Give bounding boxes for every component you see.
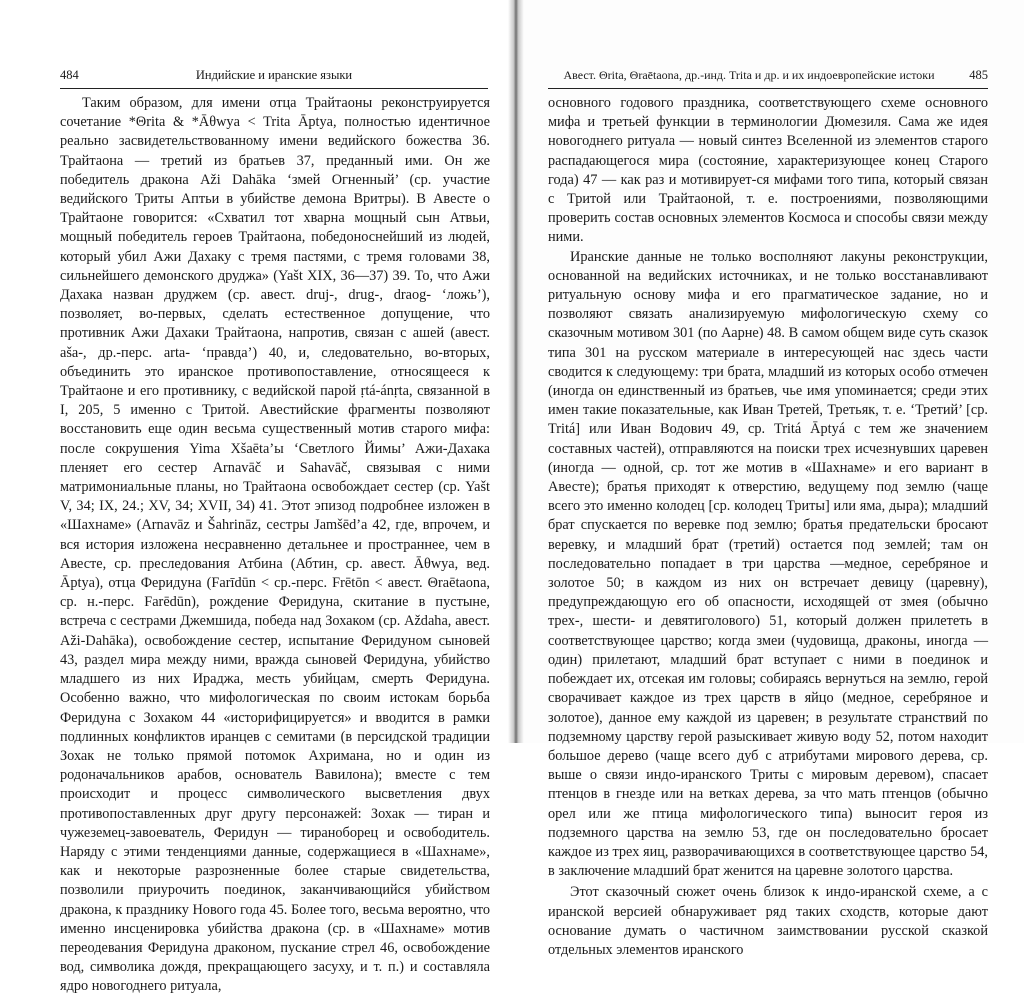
running-title: Авест. Θrita, Θraētaona, др.-инд. Trita и др. и их индоевропейские истоки bbox=[563, 68, 935, 82]
paragraph: Этот сказочный сюжет очень близок к индо-иранской схеме, а с иранской версией обнаруживает ряд таких сходств, которые дают основание думать о частичном заимствовании русской сказкой отдельных элементов иранского bbox=[548, 884, 988, 958]
left-page bbox=[0, 0, 512, 995]
page-number: 484 bbox=[60, 68, 79, 82]
paragraph: Таким образом, для имени отца Трайтаоны реконструируется сочетание *Θrita & *Āθwya < Trita Āptya, полностью идентичное реально засвидетельствованному имени ведийского божества 36. Трайтаона — третий из братьев 37, преданный ими. Он же победитель дракона Aži Dahāka ‘змей Огненный’ (ср. участие ведийского Триты Аптьи в убийстве демона Вритры). В Авесте о Трайтаоне говорится: «Схватил тот хварна мощный сын Атвьи, мощный победитель героев Трайтаона, победоноснейший из людей, который убил Ажи Дахаку с тремя пастями, с тремя головами 38, сильнейшего демонского друджа» (Yašt XIX, 36—37) 39. То, что Ажи Дахака назван друджем (ср. авест. druj-, drug-, draog- ‘ложь’), позволяет, во-первых, сделать естественное допущение, что противник Ажи Дахаки Трайтаона, напротив, связан с ашей (авест. aša-, др.-перс. arta- ‘правда’) 40, и, следовательно, во-вторых, объединить это иранское противопоставление, относящееся к Трайтаоне и его противнику, с ведийской парой ṛtá-ánṛta, связанной в I, 205, 5 именно с Тритой. Авестийские фрагменты позволяют восстановить еще один весьма существенный мотив старого мифа: после сокрушения Yima Xšaēta’ы ‘Светлого Йимы’ Ажи-Дахака пленяет его сестер Arnavāč и Sahavāč, связывая с ними матримониальные планы, но Трайтаона освобождает сестер (ср. Yašt V, 34; IX, 24.; XV, 34; XVII, 34) 41. Этот эпизод подробнее изложен в «Шахнаме» (Arnavāz и Šahrināz, сестры Jamšēd’а 42, где, впрочем, и вся история изложена несравненно детальнее и пространнее, чем в Авесте, ср. преследования Атбина (Абтин, ср. авест. Āθwya, вед. Āptya), отца Феридуна (Farīdūn < ср.-перс. Frētōn < авест. Θraētaona, ср. н.-перс. Farēdūn), рождение Феридуна, скитание в пустыне, встреча с сестрами Джемшида, победа над Зохаком (ср. Aždaha, авест. Aži-Dahāka), освобождение сестер, испытание Феридуном сыновей 43, раздел мира между ними, вражда сыновей Феридуна, убийство младшего из них Ираджа, месть убийцам, смерть Феридуна. Особенно важно, что мифологическая по своим истокам борьба Феридуна с Зохаком 44 «историфицируется» и вводится в рамки подлинных конфликтов иранцев с семитами (в персидской традиции Зохак не только прямой потомок Ахримана, но и один из родоначальников арабов, основатель Вавилона); вместе с тем происходит и процесс символического высветления двух противопоставленных друг другу персонажей: Зохак — тиран и чужеземец-завоеватель, Феридун — тираноборец и освободитель. Наряду с этими тенденциями данные, содержащиеся в «Шахнаме», как и некоторые разрозненные более старые свидетельства, позволили приурочить поединок, заканчивающийся убийством дракона, к празднику Нового года 45. Более того, весьма вероятно, что именно инсценировка убийства дракона (ср. в «Шахнаме» мотив переодевания Феридуна драконом, пускание стрел 46, освобождение вод, символика дождя, прекращающего засуху, и т. п.) и составляла ядро новогоднего ритуала, bbox=[60, 95, 490, 995]
right-page bbox=[512, 0, 1024, 958]
running-title: Индийские и иранские языки bbox=[195, 68, 353, 82]
header-rule bbox=[60, 88, 488, 89]
paragraph: основного годового праздника, соответствующего схеме основного мифа и третьей функции в терминологии Дюмезиля. Сама же идея новогоднего ритуала — новый синтез Вселенной из элементов старого распадающегося мира (состояние, характеризующее конец Старого года) 47 — как раз и мотивирует-ся мифами того типа, который связан с Тритой или Трайтаоной, т. е. построениями, позволяющими проверить состав основных элементов Космоса и способы связи между ними. bbox=[548, 95, 988, 246]
header-rule bbox=[548, 88, 988, 89]
book-gutter bbox=[508, 0, 524, 743]
paragraph: Иранские данные не только восполняют лакуны реконструкции, основанной на ведийских источниках, и не только восстанавливают ритуальную основу мифа и его прагматическое задание, но и позволяют связать анализируемую мифологическую схему со сказочным мотивом 301 (по Аарне) 48. В самом общем виде суть сказок типа 301 на русском материале в интересующей нас здесь части сводится к следующему: три брата, младший из которых особо отмечен (иногда он единственный из братьев, чье имя упоминается; среди этих имен такие показательные, как Иван Третей, Третьяк, т. е. ‘Третий’ [ср. Tritá] или Иван Водович 49, ср. Tritá Āptyá с тем же значением составных частей), отправляются на поиски трех исчезнувших царевен (иногда — одной, ср. тот же мотив в «Шахнаме» и его вариант в Авесте); братья приходят к отверстию, ведущему под землю (чаще всего это именно колодец [ср. колодец Триты] или яма, дыра); младший брат спускается по веревке под землю; братья предательски бросают веревку, и младший брат (третий) остается под землей; там он последовательно попадает в три царства —медное, серебряное и золотое 50; в каждом из них он встречает девицу (царевну), предупреждающую его об опасности, исходящей от змея (обычно трех-, шести- и девятиголового) 51, который должен прилететь в соответствующее царство; когда змеи (чудовища, драконы, иногда — один) прилетают, младший брат вступает с ними в поединок и побеждает их, отсекая им головы; собираясь вернуться на землю, герой сворачивает каждое из трех царств в яйцо (медное, серебряное и золотое), данное ему каждой из царевен; в результате странствий по подземному царству герой разыскивает живую воду 52, потом находит большое дерево (чаще всего дуб с атрибутами мирового дерева, ср. выше о связи индо-иранского Триты с мировым деревом), спасает птенцов в гнезде или на ветках дерева, за что мать птенцов (обычно орел или же птица мифологического типа) выносит героя из подземного царства на землю 53, где он последовательно бросает каждое из трех яиц, разворачивающихся в соответствующее царство 54, в заключение младший брат женится на царевне золотого царства. bbox=[548, 248, 988, 880]
page-body bbox=[548, 94, 988, 960]
page-body bbox=[60, 94, 490, 997]
page-number: 485 bbox=[969, 68, 988, 82]
